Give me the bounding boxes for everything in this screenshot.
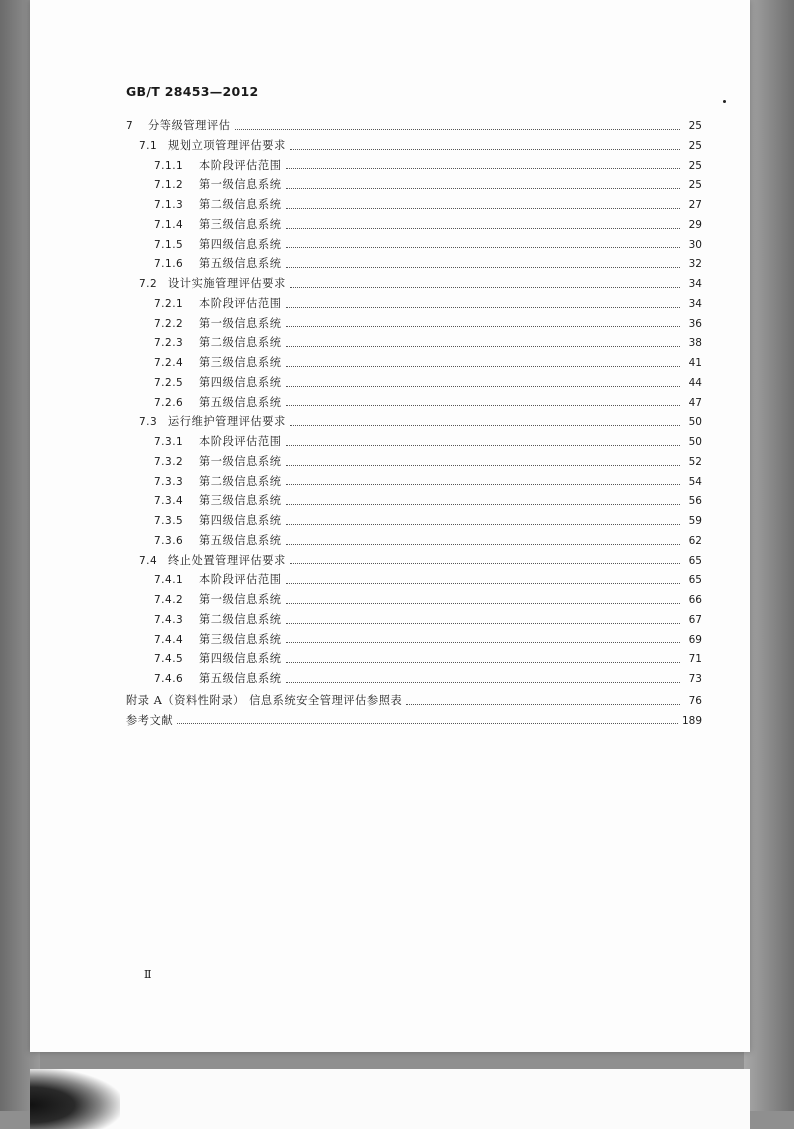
toc-dot-leader [290, 148, 680, 150]
toc-entry-number: 7.4.5 [154, 653, 184, 666]
toc-entry [126, 491, 702, 511]
toc-entry [126, 116, 702, 136]
toc-dot-leader [286, 602, 680, 604]
toc-entry-number: 7.1.5 [154, 238, 184, 251]
toc-entry-page: 34 [688, 297, 702, 310]
toc-entry [126, 393, 702, 413]
toc-dot-leader [177, 722, 678, 724]
toc-entry-title: 第一级信息系统 [199, 454, 282, 468]
toc-entry-title: 分等级管理评估 [148, 119, 231, 132]
toc-entry-number: 7.4 [139, 554, 158, 567]
toc-entry [126, 156, 702, 176]
toc-entry-page: 67 [688, 613, 702, 626]
toc-entry [126, 215, 702, 235]
toc-dot-leader [286, 266, 680, 268]
toc-dot-leader [286, 523, 680, 525]
toc-entry [126, 432, 702, 452]
toc-entry [126, 669, 702, 689]
toc-entry-page: 65 [688, 554, 702, 567]
toc-entry-title: 第一级信息系统 [199, 316, 282, 330]
toc-dot-leader [286, 681, 680, 683]
toc-entry-page: 62 [688, 534, 702, 547]
toc-dot-leader [286, 464, 680, 466]
toc-entry-title: 第三级信息系统 [199, 217, 282, 231]
toc-entry [126, 570, 702, 590]
toc-entry-title: 第二级信息系统 [199, 474, 282, 488]
toc-entry-page: 50 [688, 436, 702, 448]
toc-entry-number: 7.2.2 [154, 317, 184, 330]
toc-entry-title: 本阶段评估范围 [199, 573, 282, 587]
toc-entry [126, 136, 702, 156]
toc-entry [126, 412, 702, 432]
toc-entry-number: 7.3 [139, 416, 158, 429]
toc-entry-title: 第一级信息系统 [199, 178, 282, 192]
next-page-edge [30, 1069, 750, 1129]
toc-dot-leader [286, 622, 680, 624]
toc-entry-number: 7.2.1 [154, 297, 184, 310]
toc-entry-page: 76 [688, 694, 702, 707]
toc-entry-title: 第五级信息系统 [199, 533, 282, 547]
standard-number-header: GB/T 28453—2012 [126, 84, 259, 99]
toc-entry-number: 7.4.3 [154, 613, 184, 626]
toc-entry [126, 195, 702, 215]
table-of-contents [126, 116, 702, 730]
toc-entry-page: 71 [688, 653, 702, 666]
toc-entry [126, 353, 702, 373]
toc-dot-leader [286, 404, 680, 406]
toc-entry [126, 235, 702, 255]
toc-entry-title: 参考文献 [126, 713, 174, 727]
toc-entry [126, 691, 702, 711]
toc-entry-number: 7.4.4 [154, 633, 184, 646]
toc-entry [126, 630, 702, 650]
toc-entry-number: 7.3.3 [154, 475, 184, 488]
scan-artifact [30, 1069, 120, 1129]
toc-entry-page: 41 [688, 357, 702, 369]
toc-entry-number: 7.1.1 [154, 159, 184, 172]
toc-entry-page: 52 [688, 455, 702, 468]
toc-entry [126, 551, 702, 571]
toc-entry-title: 本阶段评估范围 [199, 158, 282, 172]
toc-entry-title: 第五级信息系统 [199, 672, 282, 685]
toc-entry-title: 终止处置管理评估要求 [168, 553, 286, 567]
toc-entry [126, 649, 702, 669]
toc-entry-title: 本阶段评估范围 [199, 435, 282, 448]
toc-entry-title: 第二级信息系统 [199, 198, 282, 211]
toc-entry [126, 711, 702, 731]
toc-entry-page: 25 [688, 139, 702, 152]
toc-dot-leader [290, 562, 680, 564]
toc-entry-title: 第五级信息系统 [199, 395, 282, 409]
toc-entry-title: 第一级信息系统 [199, 593, 282, 606]
scan-speck [723, 100, 726, 103]
toc-entry [126, 531, 702, 551]
toc-entry-number: 7.2.4 [154, 357, 184, 369]
toc-dot-leader [286, 582, 680, 584]
toc-entry-number: 7.2.6 [154, 396, 184, 409]
toc-entry-title: 本阶段评估范围 [199, 296, 282, 310]
toc-entry-number: 7.3.4 [154, 495, 184, 508]
toc-dot-leader [286, 187, 680, 189]
toc-entry-page: 50 [688, 416, 702, 429]
toc-entry [126, 373, 702, 393]
toc-entry-page: 30 [688, 238, 702, 251]
toc-entry [126, 590, 702, 610]
toc-dot-leader [286, 227, 680, 229]
toc-entry-page: 66 [688, 594, 702, 606]
toc-entry-number: 7.1 [139, 139, 158, 152]
toc-entry-title: 第二级信息系统 [199, 612, 282, 626]
toc-entry-page: 56 [688, 495, 702, 508]
document-page [30, 0, 750, 1052]
toc-dot-leader [286, 306, 680, 308]
toc-entry-number: 7.2.5 [154, 376, 184, 389]
scan-background-right [744, 0, 794, 1111]
toc-entry-title: 第四级信息系统 [199, 237, 282, 251]
toc-entry-title: 第五级信息系统 [199, 257, 282, 271]
toc-dot-leader [286, 365, 680, 367]
toc-entry-title: 第三级信息系统 [199, 632, 282, 646]
toc-entry-title: 运行维护管理评估要求 [168, 415, 286, 429]
toc-entry-number: 7.1.6 [154, 258, 184, 271]
toc-entry [126, 254, 702, 274]
toc-entry-page: 25 [688, 120, 702, 132]
toc-entry-page: 25 [688, 179, 702, 192]
toc-entry-title: 第四级信息系统 [199, 375, 282, 389]
toc-dot-leader [286, 641, 680, 643]
toc-entry-title: 第二级信息系统 [199, 336, 282, 350]
toc-entry-number: 7.4.2 [154, 594, 184, 606]
toc-entry-title: 设计实施管理评估要求 [168, 277, 286, 290]
toc-entry [126, 511, 702, 531]
toc-entry-page: 34 [688, 278, 702, 290]
toc-dot-leader [286, 207, 680, 209]
toc-entry-page: 189 [681, 714, 702, 727]
toc-entry-number: 7.3.6 [154, 534, 184, 547]
toc-entry [126, 274, 702, 294]
page-number-footer: Ⅱ [144, 968, 152, 981]
toc-entry-number: 7 [126, 120, 134, 132]
toc-entry-number: 7.2.3 [154, 337, 184, 350]
toc-entry-page: 65 [688, 574, 702, 587]
toc-entry-number: 7.1.4 [154, 218, 184, 231]
toc-dot-leader [286, 385, 680, 387]
toc-entry-page: 25 [688, 159, 702, 172]
toc-dot-leader [286, 167, 680, 169]
toc-dot-leader [290, 424, 680, 426]
toc-entry-page: 73 [688, 673, 702, 685]
toc-entry-number: 7.1.2 [154, 179, 184, 192]
toc-entry-title: 第四级信息系统 [199, 514, 282, 527]
toc-entry-number: 7.3.2 [154, 455, 184, 468]
toc-entry [126, 610, 702, 630]
toc-dot-leader [286, 661, 680, 663]
toc-entry-page: 38 [688, 337, 702, 350]
toc-entry-number: 7.3.1 [154, 436, 184, 448]
toc-entry-page: 29 [688, 218, 702, 231]
toc-dot-leader [286, 483, 680, 485]
toc-entry-number: 7.4.6 [154, 673, 184, 685]
toc-dot-leader [406, 703, 680, 705]
toc-entry [126, 314, 702, 334]
toc-entry-page: 36 [688, 317, 702, 330]
toc-dot-leader [286, 503, 680, 505]
toc-dot-leader [286, 246, 680, 248]
toc-entry-number: 7.1.3 [154, 199, 184, 211]
toc-entry-title: 第三级信息系统 [199, 494, 282, 508]
toc-dot-leader [286, 325, 680, 327]
toc-dot-leader [235, 128, 680, 130]
toc-entry [126, 333, 702, 353]
toc-entry-number: 7.2 [139, 278, 158, 290]
toc-entry-page: 69 [688, 633, 702, 646]
toc-entry-page: 32 [688, 258, 702, 271]
toc-entry-number: 7.3.5 [154, 515, 184, 527]
toc-entry-page: 27 [688, 199, 702, 211]
toc-entry-page: 44 [688, 376, 702, 389]
toc-entry-title: 第四级信息系统 [199, 652, 282, 666]
toc-entry-title: 第三级信息系统 [199, 356, 282, 369]
toc-entry [126, 452, 702, 472]
toc-entry-page: 47 [688, 396, 702, 409]
toc-entry-number: 7.4.1 [154, 574, 184, 587]
toc-entry [126, 294, 702, 314]
toc-dot-leader [286, 444, 680, 446]
toc-entry-page: 54 [688, 475, 702, 488]
toc-entry [126, 175, 702, 195]
toc-entry-page: 59 [688, 515, 702, 527]
toc-dot-leader [286, 345, 680, 347]
toc-dot-leader [290, 286, 680, 288]
toc-dot-leader [286, 543, 680, 545]
toc-entry [126, 472, 702, 492]
toc-entry-title: 附录 A（资料性附录） 信息系统安全管理评估参照表 [126, 693, 403, 707]
toc-entry-title: 规划立项管理评估要求 [168, 138, 286, 152]
